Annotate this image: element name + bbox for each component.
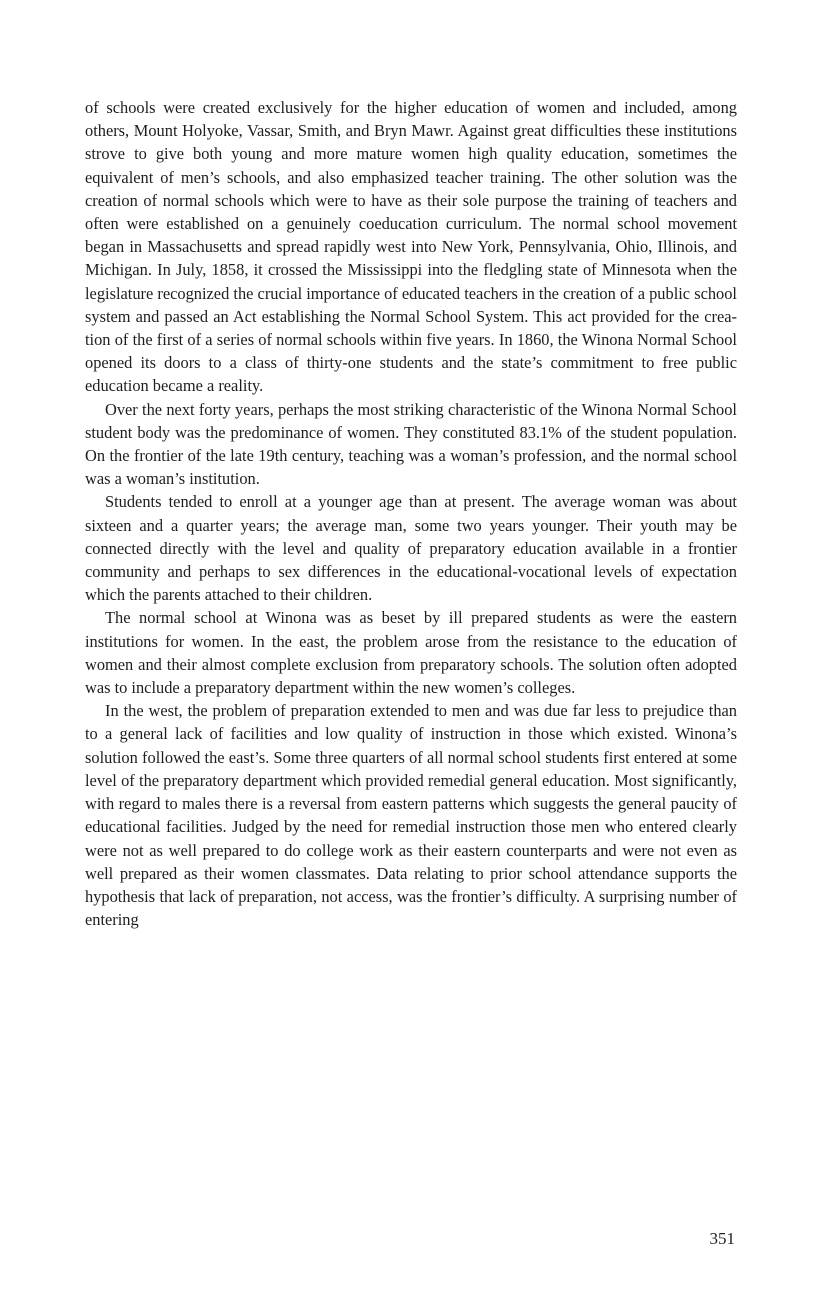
paragraph-3: Students tended to enroll at a younger age than at present. The average woman was about sixteen and a quarter years; the average man, some two years younger. Their youth may be connected directly with the level and quality of preparatory education available in a frontier community and perhaps to sex differences in the educational-vocational levels of expectation which the parents attached to their children.: [85, 492, 737, 605]
paragraph-5: In the west, the problem of preparation extended to men and was due far less to prejudice than to a general lack of facilities and low quality of instruction in those which existed. Winona’s solution followed the east’s. Some three quarters of all normal school students first entered at some level of the preparatory department which provided remedial general education. Most significantly, with regard to males there is a reversal from eastern patterns which suggests the general paucity of educational facilities. Judged by the need for remedial instruction those men who entered clearly were not as well prepared to do college work as their eastern counterparts and were not even as well prepared as their women classmates. Data relating to prior school attendance supports the hypothesis that lack of preparation, not access, was the frontier’s difficulty. A surprising number of entering: [85, 701, 737, 930]
paragraph-4: The normal school at Winona was as beset by ill prepared students as were the eastern institutions for women. In the east, the problem arose from the resistance to the education of women and their almost complete exclusion from preparatory schools. The solution often adopted was to include a preparatory department within the new women’s colleges.: [85, 608, 737, 698]
page-number: 351: [709, 1229, 735, 1248]
paragraph-2: Over the next forty years, perhaps the most striking characteristic of the Winona Normal School student body was the predominance of women. They constituted 83.1% of the student population. On the frontier of the late 19th century, teaching was a woman’s profession, and the normal school was a woman’s institution.: [85, 399, 737, 489]
paragraph-1: of schools were created exclusively for the higher education of women and included, among others, Mount Holyoke, Vassar, Smith, and Bryn Mawr. Against great difficulties these institutions strove to give both young and more mature women high quality education, sometimes the equivalent of men’s schools, and also emphasized teacher training. The other solution was the creation of normal schools which were to have as their sole purpose the training of teachers and often were established on a genuinely coeducation curriculum. The normal school movement began in Massachusetts and spread rapidly west into New York, Pennsylvania, Ohio, Illinois, and Michigan. In July, 1858, it crossed the Mississippi into the fledgling state of Minnesota when the legislature recognized the crucial importance of educated teachers in the creation of a public school system and passed an Act establishing the Normal School System. This act provided for the creation of the first of a series of normal schools within five years. In 1860, the Winona Normal School opened its doors to a class of thirty-one students and the state’s commitment to free public education became a reality.: [85, 98, 737, 396]
page-body: [85, 96, 737, 931]
